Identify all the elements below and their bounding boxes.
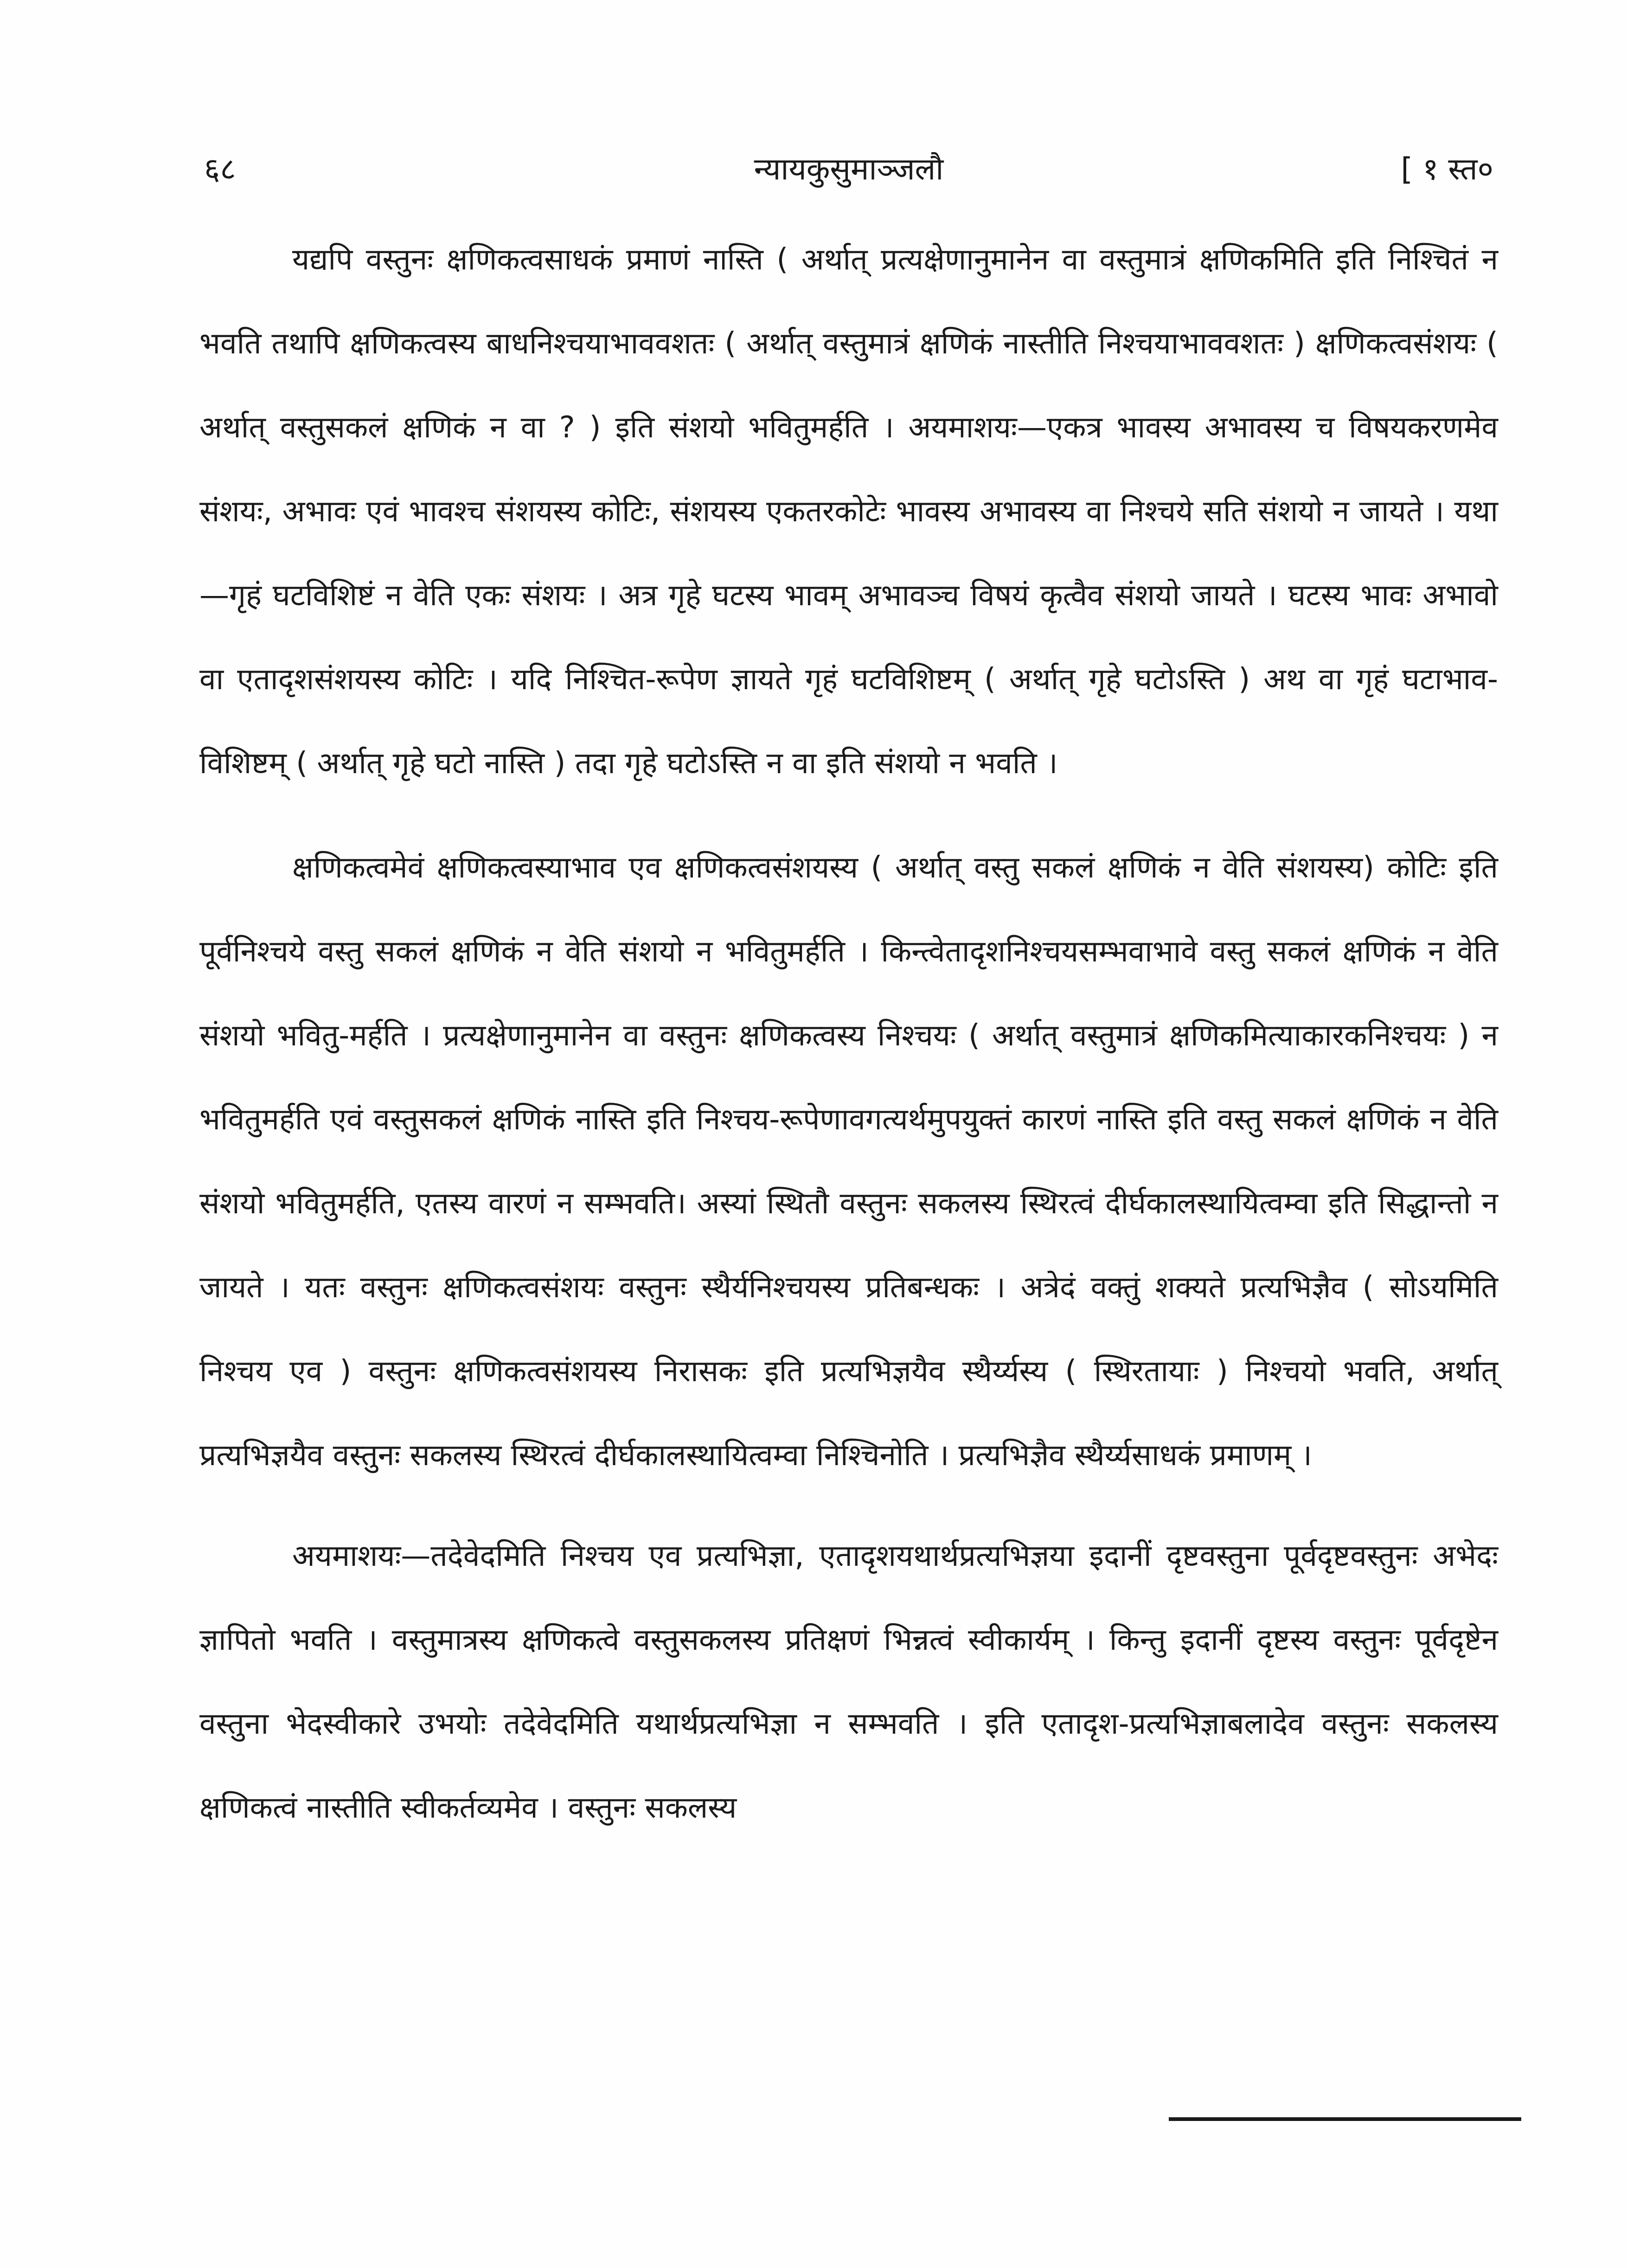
running-title: न्यायकुसुमाञ्जलौ: [754, 151, 944, 187]
paragraph-2: क्षणिकत्वमेवं क्षणिकत्वस्याभाव एव क्षणिकत्वसंशयस्य ( अर्थात् वस्तु सकलं क्षणिकं न वेति संशयस्य) कोटिः इति पूर्वनिश्चये वस्तु सकलं क्षणिकं न वेति संशयो न भवितुमर्हति । किन्त्वेतादृशनिश्चयसम्भवाभावे वस्तु सकलं क्षणिकं न वेति संशयो भवितु-मर्हति । प्रत्यक्षेणानुमानेन वा वस्तुनः क्षणिकत्वस्य निश्चयः ( अर्थात् वस्तुमात्रं क्षणिकमित्याकारकनिश्चयः ) न भवितुमर्हति एवं वस्तुसकलं क्षणिकं नास्ति इति निश्चय-रूपेणावगत्यर्थमुपयुक्तं कारणं नास्ति इति वस्तु सकलं क्षणिकं न वेति संशयो भवितुमर्हति, एतस्य वारणं न सम्भवति। अस्यां स्थितौ वस्तुनः सकलस्य स्थिरत्वं दीर्घकालस्थायित्वम्वा इति सिद्धान्तो न जायते । यतः वस्तुनः क्षणिकत्वसंशयः वस्तुनः स्थैर्यनिश्चयस्य प्रतिबन्धकः । अत्रेदं वक्तुं शक्यते प्रत्यभिज्ञैव ( सोऽयमिति निश्चय एव ) वस्तुनः क्षणिकत्वसंशयस्य निरासकः इति प्रत्यभिज्ञयैव स्थैर्य्यस्य ( स्थिरतायाः ) निश्चयो भवति, अर्थात् प्रत्यभिज्ञयैव वस्तुनः सकलस्य स्थिरत्वं दीर्घकालस्थायित्वम्वा निश्चिनोति । प्रत्यभिज्ञैव स्थैर्य्यसाधकं प्रमाणम् ।: [199, 851, 1498, 1473]
page-number: ६८: [204, 151, 236, 187]
paragraph-1: यद्यपि वस्तुनः क्षणिकत्वसाधकं प्रमाणं नास्ति ( अर्थात् प्रत्यक्षेणानुमानेन वा वस्तुमात्रं क्षणिकमिति इति निश्चितं न भवति तथापि क्षणिकत्वस्य बाधनिश्चयाभाववशतः ( अर्थात् वस्तुमात्रं क्षणिकं नास्तीति निश्चयाभाववशतः ) क्षणिकत्वसंशयः ( अर्थात् वस्तुसकलं क्षणिकं न वा ? ) इति संशयो भवितुमर्हति । अयमाशयः—एकत्र भावस्य अभावस्य च विषयकरणमेव संशयः, अभावः एवं भावश्च संशयस्य कोटिः, संशयस्य एकतरकोटेः भावस्य अभावस्य वा निश्चये सति संशयो न जायते । यथा—गृहं घटविशिष्टं न वेति एकः संशयः । अत्र गृहे घटस्य भावम् अभावञ्च विषयं कृत्वैव संशयो जायते । घटस्य भावः अभावो वा एतादृशसंशयस्य कोटिः । यदि निश्चित-रूपेण ज्ञायते गृहं घटविशिष्टम् ( अर्थात् गृहे घटोऽस्ति ) अथ वा गृहं घटाभाव-विशिष्टम् ( अर्थात् गृहे घटो नास्ति ) तदा गृहे घटोऽस्ति न वा इति संशयो न भवति ।: [199, 243, 1498, 781]
footer-rule: [1169, 2117, 1521, 2121]
body-text: [199, 218, 1498, 1871]
section-marker: [ १ स्त०: [1401, 151, 1493, 187]
page-header: [204, 139, 1493, 199]
paragraph-3: अयमाशयः—तदेवेदमिति निश्चय एव प्रत्यभिज्ञा, एतादृशयथार्थप्रत्यभिज्ञया इदानीं दृष्टवस्तुना पूर्वदृष्टवस्तुनः अभेदः ज्ञापितो भवति । वस्तुमात्रस्य क्षणिकत्वे वस्तुसकलस्य प्रतिक्षणं भिन्नत्वं स्वीकार्यम् । किन्तु इदानीं दृष्टस्य वस्तुनः पूर्वदृष्टेन वस्तुना भेदस्वीकारे उभयोः तदेवेदमिति यथार्थप्रत्यभिज्ञा न सम्भवति । इति एतादृश-प्रत्यभिज्ञाबलादेव वस्तुनः सकलस्य क्षणिकत्वं नास्तीति स्वीकर्तव्यमेव । वस्तुनः सकलस्य: [199, 1539, 1498, 1825]
